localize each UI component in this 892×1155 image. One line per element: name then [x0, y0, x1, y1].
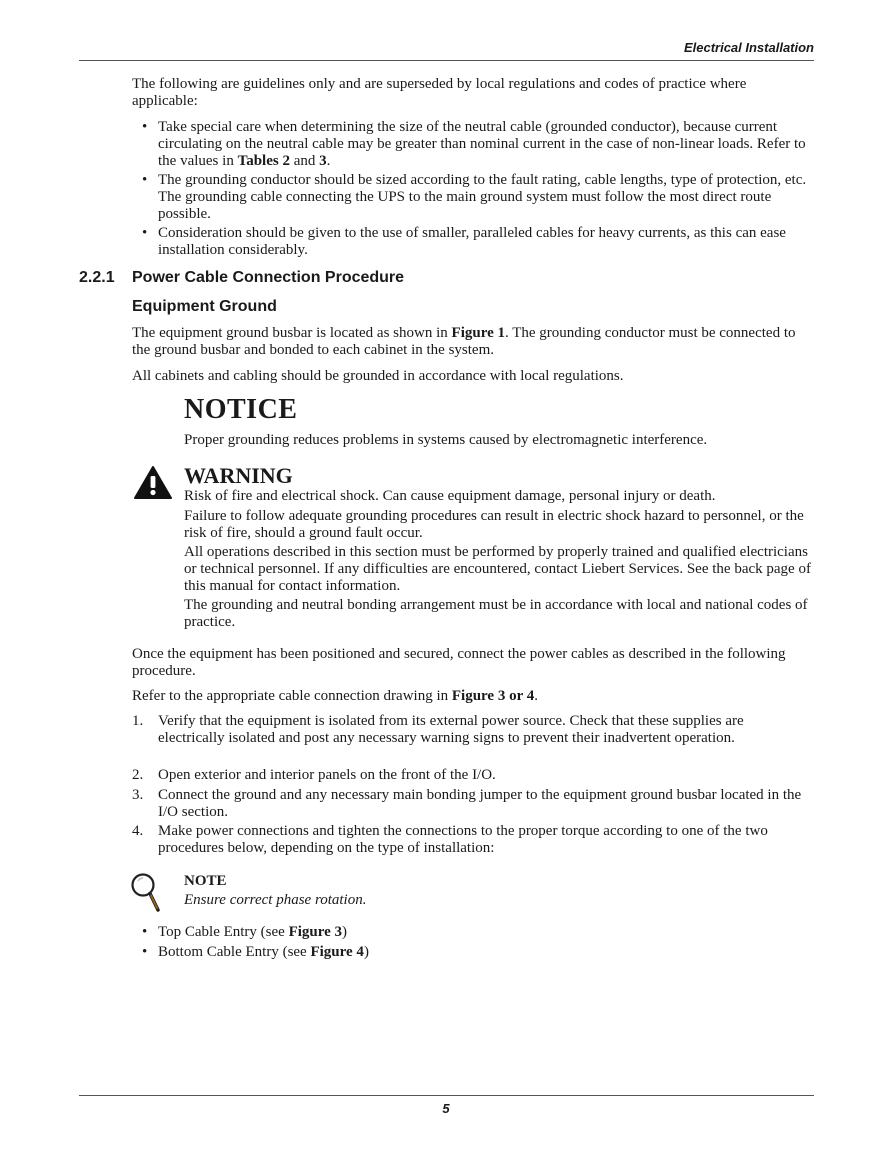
list-item — [142, 172, 814, 223]
running-header: Electrical Installation — [683, 40, 814, 55]
header-rule — [79, 60, 814, 61]
procedure-reference: Refer to the appropriate cable connection drawing in Figure 3 or 4. — [132, 688, 538, 704]
list-item — [142, 924, 814, 941]
bullet: • — [142, 119, 148, 135]
magnifier-icon — [130, 872, 164, 914]
warning-triangle-icon — [133, 465, 173, 500]
list-item — [142, 119, 814, 170]
step-number: 4. — [132, 823, 144, 839]
entry-text: Bottom Cable Entry (see Figure 4) — [158, 944, 369, 960]
entry-text: Top Cable Entry (see Figure 3) — [158, 924, 348, 940]
step-text: Make power connections and tighten the connections to the proper torque according to one of the two procedures below, depending on the type of installation: — [158, 823, 768, 856]
bullet: • — [142, 944, 148, 960]
note-title: NOTE — [184, 873, 227, 889]
section-number: 2.2.1 — [79, 269, 115, 286]
list-item — [142, 944, 814, 961]
bullet: • — [142, 924, 148, 940]
bullet-text: The grounding conductor should be sized according to the fault rating, cable lengths, type of protection, etc. The grounding cable connecting the UPS to the main ground system must follow the most direct route possible. — [158, 172, 807, 222]
procedure-step — [132, 823, 814, 857]
bullet: • — [142, 225, 148, 241]
bullet-text: Consideration should be given to the use of smaller, paralleled cables for heavy currents, as this can ease installation considerably. — [158, 225, 786, 258]
procedure-step — [132, 787, 814, 821]
note-text: Ensure correct phase rotation. — [184, 892, 367, 908]
step-number: 2. — [132, 767, 144, 783]
step-text: Connect the ground and any necessary main bonding jumper to the equipment ground busbar located in the I/O section. — [158, 787, 802, 820]
section-paragraph: All cabinets and cabling should be grounded in accordance with local regulations. — [132, 368, 624, 384]
page-number: 5 — [442, 1101, 450, 1116]
section-title: Power Cable Connection Procedure — [132, 269, 405, 286]
step-text: Verify that the equipment is isolated from its external power source. Check that these supplies are electrically isolated and post any necessary warning signs to prevent their inadvertent operation. — [158, 713, 744, 746]
bullet-text: Take special care when determining the size of the neutral cable (grounded conductor), because current circulating on the neutral cable may be greater than nominal current in the case of non-linear loads. Refer to the values in Tables 2 and 3. — [158, 119, 806, 169]
step-number: 3. — [132, 787, 144, 803]
notice-text: Proper grounding reduces problems in systems caused by electromagnetic interference. — [184, 432, 708, 448]
warning-paragraph: All operations described in this section must be performed by properly trained and qualified electricians or technical personnel. If any difficulties are encountered, contact Liebert Services. See the back page of this manual for contact information. — [184, 544, 811, 594]
notice-title: NOTICE — [184, 394, 298, 425]
procedure-step — [132, 713, 814, 747]
intro-paragraph: The following are guidelines only and are superseded by local regulations and codes of practice where applicable: — [132, 76, 747, 109]
step-number: 1. — [132, 713, 144, 729]
procedure-intro: Once the equipment has been positioned and secured, connect the power cables as described in the following procedure. — [132, 646, 786, 679]
procedure-step — [132, 767, 814, 784]
step-text: Open exterior and interior panels on the front of the I/O. — [158, 767, 496, 783]
subheading: Equipment Ground — [132, 298, 277, 315]
footer-rule — [79, 1095, 814, 1096]
bullet: • — [142, 172, 148, 188]
section-paragraph: The equipment ground busbar is located as shown in Figure 1. The grounding conductor must be connected to the ground busbar and bonded to each cabinet in the system. — [132, 325, 796, 358]
warning-title: WARNING — [184, 463, 293, 488]
warning-paragraph: The grounding and neutral bonding arrangement must be in accordance with local and national codes of practice. — [184, 597, 808, 630]
warning-paragraph: Risk of fire and electrical shock. Can cause equipment damage, personal injury or death. — [184, 488, 716, 504]
list-item — [142, 225, 814, 259]
warning-paragraph: Failure to follow adequate grounding procedures can result in electric shock hazard to personnel, or the risk of fire, should a ground fault occur. — [184, 508, 804, 541]
